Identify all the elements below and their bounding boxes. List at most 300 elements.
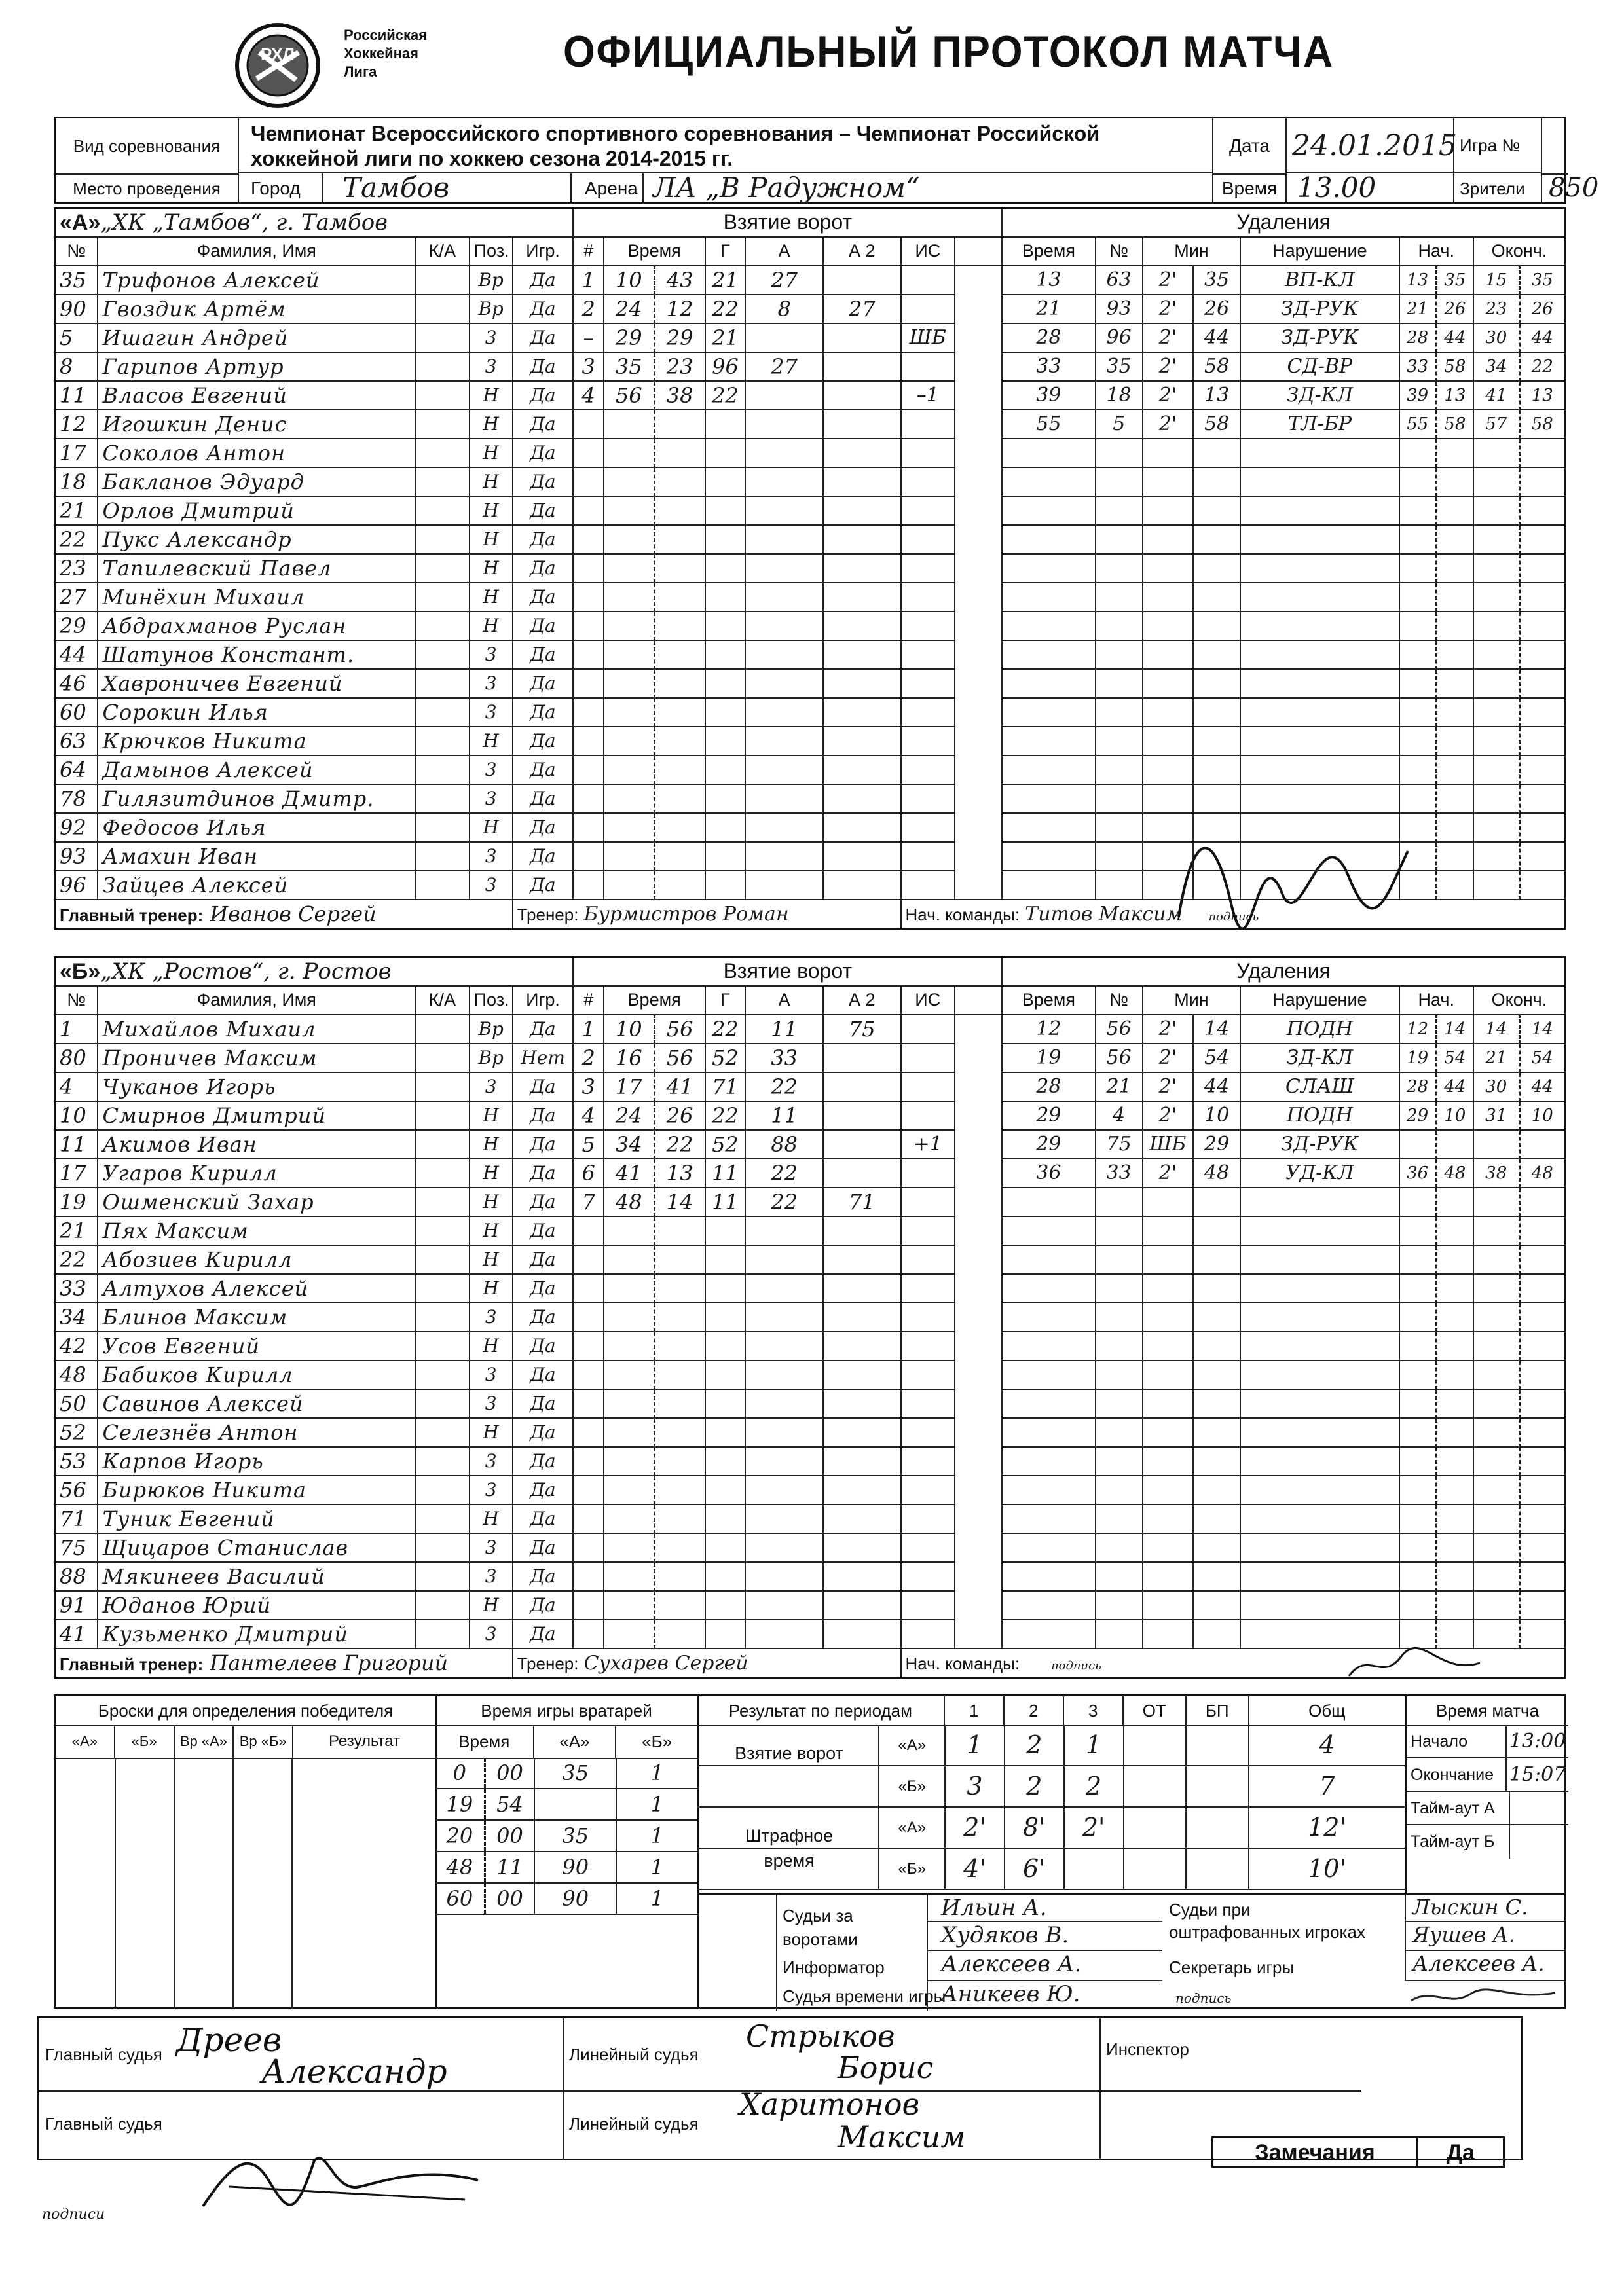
player-ka [415, 583, 469, 611]
penalty-minute [1002, 784, 1095, 813]
penalty-start-sec [1436, 439, 1473, 467]
main-referee-label-1: Главный судья [45, 2045, 162, 2064]
spacer-cell [955, 1533, 1002, 1562]
player-name: Федосов Илья [98, 813, 415, 842]
goal-second [654, 1389, 705, 1418]
player-name: Мякинеев Василий [98, 1562, 415, 1591]
goalie-a: 90 [535, 1884, 617, 1914]
penalty-duration [1143, 496, 1193, 525]
player-number: 27 [55, 583, 98, 611]
penalty-minute [1002, 669, 1095, 698]
goal-assist1 [745, 640, 823, 669]
goal-situation [901, 439, 955, 467]
goal-situation [901, 1418, 955, 1447]
player-played: Да [513, 1101, 574, 1130]
spacer-cell [955, 1072, 1002, 1101]
penalty-end-sec: 58 [1519, 410, 1565, 439]
penalty-end-min: 21 [1473, 1044, 1519, 1072]
penalty-duration [1143, 1447, 1193, 1476]
goal-assist1 [745, 727, 823, 756]
player-name: Бабиков Кирилл [98, 1360, 415, 1389]
goal-minute [604, 496, 654, 525]
goal-scorer [705, 1533, 746, 1562]
penalty-end-min [1473, 1389, 1519, 1418]
penalty-second [1193, 467, 1240, 496]
chief-value: Титов Максим [1025, 902, 1183, 926]
penalty-duration: 2' [1143, 1101, 1193, 1130]
penalty-infraction [1240, 554, 1399, 583]
penalty-end-sec [1519, 871, 1565, 900]
player-name: Михайлов Михаил [98, 1015, 415, 1044]
goalie-col-time: Время [435, 1725, 534, 1758]
goal-number [573, 640, 603, 669]
penalty-second: 35 [1193, 266, 1240, 295]
goal-situation [901, 1216, 955, 1245]
goalie-time-title: Время игры вратарей [435, 1696, 697, 1726]
goals-title: Взятие ворот [573, 208, 1002, 237]
goal-situation [901, 1072, 955, 1101]
table-row [55, 1130, 1566, 1159]
player-played: Да [513, 439, 574, 467]
player-number: 22 [55, 525, 98, 554]
col-spacer [955, 986, 1002, 1015]
player-number: 90 [55, 295, 98, 323]
player-number: 5 [55, 323, 98, 352]
penalty-end-min [1473, 1274, 1519, 1303]
player-number: 80 [55, 1044, 98, 1072]
period-value: 7 [1319, 1772, 1335, 1800]
penalty-minute [1002, 467, 1095, 496]
period-row [697, 1725, 1405, 1766]
shootout-col-result: Результат [328, 1732, 401, 1750]
spacer-cell [955, 1620, 1002, 1649]
player-played: Да [513, 1476, 574, 1504]
goal-number: 1 [573, 266, 603, 295]
penalty-start-min [1399, 1360, 1437, 1389]
goal-assist1: 8 [745, 295, 823, 323]
player-ka [415, 1562, 469, 1591]
penalty-end-sec [1519, 525, 1565, 554]
player-number: 44 [55, 640, 98, 669]
goalie-minute: 60 [435, 1884, 486, 1914]
player-position: Н [470, 1101, 513, 1130]
goal-assist2 [823, 467, 901, 496]
goalie-minute: 0 [435, 1758, 486, 1788]
goal-assist2 [823, 1620, 901, 1649]
player-played: Да [513, 756, 574, 784]
match-time-title: Время матча [1407, 1696, 1568, 1726]
penalty-start-sec [1436, 1389, 1473, 1418]
player-ka [415, 1476, 469, 1504]
table-row [55, 611, 1566, 640]
penalty-start-min [1399, 1130, 1437, 1159]
linesman-label-1: Линейный судья [569, 2045, 699, 2064]
player-name: Юданов Юрий [98, 1591, 415, 1620]
penalty-end-sec [1519, 1591, 1565, 1620]
penalty-infraction [1240, 1447, 1399, 1476]
penalty-second: 44 [1193, 1072, 1240, 1101]
player-number: 35 [55, 266, 98, 295]
goal-scorer: 22 [705, 295, 746, 323]
penalty-player [1096, 1216, 1143, 1245]
spacer-cell [955, 266, 1002, 295]
penalty-end-min [1473, 1303, 1519, 1332]
penalty-start-min [1399, 525, 1437, 554]
goal-situation [901, 1159, 955, 1188]
spacer-cell [955, 1044, 1002, 1072]
team-letter: «А» [60, 210, 101, 235]
goalie-b: 1 [650, 1823, 664, 1848]
col-pen-start: Нач. [1399, 237, 1473, 266]
time-value: 13.00 [1285, 173, 1454, 204]
penalty-player: 4 [1096, 1101, 1143, 1130]
goal-minute: 41 [604, 1159, 654, 1188]
player-position: Вр [470, 266, 513, 295]
penalty-end-min [1473, 1216, 1519, 1245]
penalty-start-sec [1436, 1476, 1473, 1504]
penalty-player [1096, 1476, 1143, 1504]
penalty-duration [1143, 1562, 1193, 1591]
goalie-col-a: «А» [534, 1725, 617, 1758]
table-row [55, 1360, 1566, 1389]
penalty-infraction: ЗД-РУК [1240, 295, 1399, 323]
player-number: 42 [55, 1332, 98, 1360]
goal-scorer [705, 1591, 746, 1620]
goal-second [654, 583, 705, 611]
periods-section [697, 1696, 1405, 1893]
penalty-start-sec [1436, 1360, 1473, 1389]
penalty-end-min [1473, 784, 1519, 813]
goal-assist1 [745, 842, 823, 871]
penalty-start-sec [1436, 756, 1473, 784]
penalty-start-sec [1436, 1245, 1473, 1274]
linesman-label-2: Линейный судья [569, 2114, 699, 2134]
goal-number: 7 [573, 1188, 603, 1216]
period-row-label: Штрафное время [745, 1826, 834, 1870]
player-number: 48 [55, 1360, 98, 1389]
player-number: 33 [55, 1274, 98, 1303]
penalty-start-sec: 10 [1436, 1101, 1473, 1130]
penalty-player [1096, 1274, 1143, 1303]
penalty-start-min [1399, 611, 1437, 640]
penalty-start-sec [1436, 640, 1473, 669]
goal-number [573, 1245, 603, 1274]
player-number: 75 [55, 1533, 98, 1562]
goal-scorer [705, 640, 746, 669]
goal-second: 56 [654, 1015, 705, 1044]
period-value [1124, 1849, 1187, 1889]
penalty-start-sec: 35 [1436, 266, 1473, 295]
col-pen-start: Нач. [1399, 986, 1473, 1015]
competition-label: Вид соревнования [73, 136, 221, 156]
col-goal-time: Время [604, 237, 705, 266]
penalty-second: 44 [1193, 323, 1240, 352]
penalty-second [1193, 1504, 1240, 1533]
timekeeper-label: Судья времени игры [783, 1986, 946, 2006]
goal-situation [901, 1303, 955, 1332]
goal-second: 41 [654, 1072, 705, 1101]
shootout-col-ga: Вр «А» [175, 1725, 234, 1758]
goal-assist2 [823, 640, 901, 669]
goalie-b: 1 [650, 1886, 664, 1911]
goal-scorer [705, 611, 746, 640]
goal-number [573, 1533, 603, 1562]
table-row [55, 1476, 1566, 1504]
penalty-minute [1002, 1245, 1095, 1274]
goal-scorer [705, 756, 746, 784]
linesman-1-line1: Стрыков [746, 2018, 895, 2054]
player-number: 41 [55, 1620, 98, 1649]
penalty-minute: 36 [1002, 1159, 1095, 1188]
penalty-end-min: 14 [1473, 1015, 1519, 1044]
penalty-minute: 33 [1002, 352, 1095, 381]
goal-second [654, 871, 705, 900]
penalty-minute [1002, 1533, 1095, 1562]
goal-scorer: 22 [705, 1101, 746, 1130]
team-name: „ХК „Ростов“, г. Ростов [100, 958, 392, 985]
spacer-cell [955, 496, 1002, 525]
city-value: Тамбов [323, 173, 572, 204]
goal-assist2 [823, 1447, 901, 1476]
player-played: Да [513, 784, 574, 813]
player-name: Алтухов Алексей [98, 1274, 415, 1303]
col-pos: Поз. [470, 237, 513, 266]
penalty-end-min [1473, 1447, 1519, 1476]
goal-situation [901, 266, 955, 295]
spacer-cell [955, 669, 1002, 698]
player-number: 52 [55, 1418, 98, 1447]
goal-minute [604, 813, 654, 842]
penalty-minute: 39 [1002, 381, 1095, 410]
trainer-cell [513, 1649, 901, 1679]
col-assist1: А [745, 986, 823, 1015]
penalty-start-min [1399, 1188, 1437, 1216]
player-played: Да [513, 1303, 574, 1332]
player-number: 53 [55, 1447, 98, 1476]
penalty-player [1096, 640, 1143, 669]
penalty-duration [1143, 583, 1193, 611]
penalty-end-min [1473, 1130, 1519, 1159]
penalty-minute [1002, 842, 1095, 871]
player-played: Да [513, 266, 574, 295]
col-pen-min: Мин [1143, 237, 1241, 266]
period-value: 1 [1065, 1725, 1124, 1765]
period-col-3: 3 [1064, 1696, 1124, 1725]
goal-assist1: 33 [745, 1044, 823, 1072]
penalty-player: 93 [1096, 295, 1143, 323]
goal-situation [901, 871, 955, 900]
player-number: 91 [55, 1591, 98, 1620]
goal-scorer [705, 1389, 746, 1418]
player-name: Трифонов Алексей [98, 266, 415, 295]
penalty-second [1193, 1188, 1240, 1216]
spacer-cell [955, 1332, 1002, 1360]
goal-minute [604, 525, 654, 554]
penalty-start-min [1399, 583, 1437, 611]
player-name: Щицаров Станислав [98, 1533, 415, 1562]
goal-minute [604, 467, 654, 496]
penalty-player [1096, 1533, 1143, 1562]
spacer-cell [955, 1245, 1002, 1274]
player-ka [415, 1245, 469, 1274]
goal-number [573, 842, 603, 871]
spacer-cell [955, 1418, 1002, 1447]
goal-second [654, 1591, 705, 1620]
penalty-end-sec [1519, 1216, 1565, 1245]
penalty-start-min [1399, 1303, 1437, 1332]
penalty-minute [1002, 1447, 1095, 1476]
penalty-infraction: ТЛ-БР [1240, 410, 1399, 439]
penalty-start-sec [1436, 467, 1473, 496]
player-played: Да [513, 1389, 574, 1418]
penalty-start-sec [1436, 1274, 1473, 1303]
penalty-end-min [1473, 1591, 1519, 1620]
penalty-duration [1143, 1245, 1193, 1274]
player-ka [415, 640, 469, 669]
penalty-end-min [1473, 1245, 1519, 1274]
player-position: Н [470, 1245, 513, 1274]
player-name: Гилязитдинов Дмитр. [98, 784, 415, 813]
competition-line2: хоккейной лиги по хоккею сезона 2014-2015 гг. [251, 147, 733, 170]
goal-number [573, 698, 603, 727]
penalty-minute [1002, 1274, 1095, 1303]
goal-minute [604, 410, 654, 439]
penalty-minute: 21 [1002, 295, 1095, 323]
goal-number [573, 554, 603, 583]
goal-assist2 [823, 1216, 901, 1245]
goal-assist2 [823, 1159, 901, 1188]
col-infraction: Нарушение [1240, 986, 1399, 1015]
goal-assist2 [823, 698, 901, 727]
penalty-start-sec [1436, 842, 1473, 871]
penalty-end-sec [1519, 1389, 1565, 1418]
penalty-player: 18 [1096, 381, 1143, 410]
table-row [55, 295, 1566, 323]
goal-second: 14 [654, 1188, 705, 1216]
penalty-end-min [1473, 727, 1519, 756]
coach-value: Иванов Сергей [210, 902, 377, 927]
col-assist2: А 2 [823, 237, 901, 266]
player-position: 3 [470, 1303, 513, 1332]
coach-label: Главный тренер: [60, 905, 204, 926]
penalty-infraction: ЗД-РУК [1240, 1130, 1399, 1159]
goal-number [573, 525, 603, 554]
player-ka [415, 1447, 469, 1476]
penalty-duration [1143, 640, 1193, 669]
penalty-minute [1002, 871, 1095, 900]
goal-minute [604, 1418, 654, 1447]
penalty-minute [1002, 698, 1095, 727]
penalty-minute: 29 [1002, 1101, 1095, 1130]
goal-number [573, 496, 603, 525]
penalty-start-min: 55 [1399, 410, 1437, 439]
player-position: Н [470, 554, 513, 583]
penalty-duration [1143, 554, 1193, 583]
penalty-infraction [1240, 1562, 1399, 1591]
goal-number [573, 871, 603, 900]
timekeeper-value: Аникеев Ю. [927, 1981, 1162, 2011]
player-position: 3 [470, 784, 513, 813]
goal-assist1 [745, 611, 823, 640]
goal-minute: 35 [604, 352, 654, 381]
goal-assist2 [823, 727, 901, 756]
venue-label: Место проведения [73, 178, 221, 198]
goal-assist2 [823, 352, 901, 381]
penalty-minute: 19 [1002, 1044, 1095, 1072]
goal-scorer [705, 1332, 746, 1360]
goal-assist2 [823, 871, 901, 900]
penalty-end-sec [1519, 1360, 1565, 1389]
penalty-player: 63 [1096, 266, 1143, 295]
player-ka [415, 496, 469, 525]
goal-number: 3 [573, 1072, 603, 1101]
penalty-start-min [1399, 1245, 1437, 1274]
goal-number [573, 410, 603, 439]
penalty-start-min [1399, 1447, 1437, 1476]
penalty-player: 56 [1096, 1044, 1143, 1072]
shootout-col-a: «А» [56, 1725, 115, 1758]
player-played: Да [513, 1130, 574, 1159]
penalty-infraction [1240, 1274, 1399, 1303]
player-name: Орлов Дмитрий [98, 496, 415, 525]
secretary-signature-icon [1405, 1981, 1562, 2011]
penalty-start-sec: 44 [1436, 323, 1473, 352]
goal-assist1 [745, 1476, 823, 1504]
goal-assist2 [823, 756, 901, 784]
player-played: Да [513, 1504, 574, 1533]
goal-assist1 [745, 1389, 823, 1418]
period-col-2: 2 [1005, 1696, 1064, 1725]
goal-scorer [705, 554, 746, 583]
player-ka [415, 842, 469, 871]
penalty-minute: 28 [1002, 1072, 1095, 1101]
player-position: 3 [470, 1360, 513, 1389]
period-side: «Б» [879, 1849, 946, 1889]
player-played: Да [513, 1159, 574, 1188]
penalty-minute [1002, 1303, 1095, 1332]
period-col-ot: ОТ [1124, 1696, 1187, 1725]
goal-situation [901, 467, 955, 496]
player-played: Да [513, 813, 574, 842]
col-goal-scorer: Г [705, 237, 746, 266]
penalty-player [1096, 496, 1143, 525]
player-name: Сорокин Илья [98, 698, 415, 727]
penalty-duration: 2' [1143, 1072, 1193, 1101]
player-name: Блинов Максим [98, 1303, 415, 1332]
col-played: Игр. [513, 237, 574, 266]
penalty-start-sec: 13 [1436, 381, 1473, 410]
penalty-end-sec [1519, 784, 1565, 813]
goal-number [573, 611, 603, 640]
penalty-end-sec [1519, 1476, 1565, 1504]
spacer-cell [955, 1476, 1002, 1504]
player-name: Минёхин Михаил [98, 583, 415, 611]
player-ka [415, 1360, 469, 1389]
col-pen-time: Время [1002, 237, 1095, 266]
table-row [55, 1101, 1566, 1130]
period-side: «А» [879, 1725, 946, 1765]
goal-assist1: 11 [745, 1015, 823, 1044]
penalty-duration [1143, 1418, 1193, 1447]
penalty-duration [1143, 1360, 1193, 1389]
goal-scorer [705, 1418, 746, 1447]
penalty-end-min [1473, 1188, 1519, 1216]
player-ka [415, 439, 469, 467]
goal-assist2 [823, 1101, 901, 1130]
player-ka [415, 727, 469, 756]
spacer-cell [955, 583, 1002, 611]
penalty-end-sec: 54 [1519, 1044, 1565, 1072]
